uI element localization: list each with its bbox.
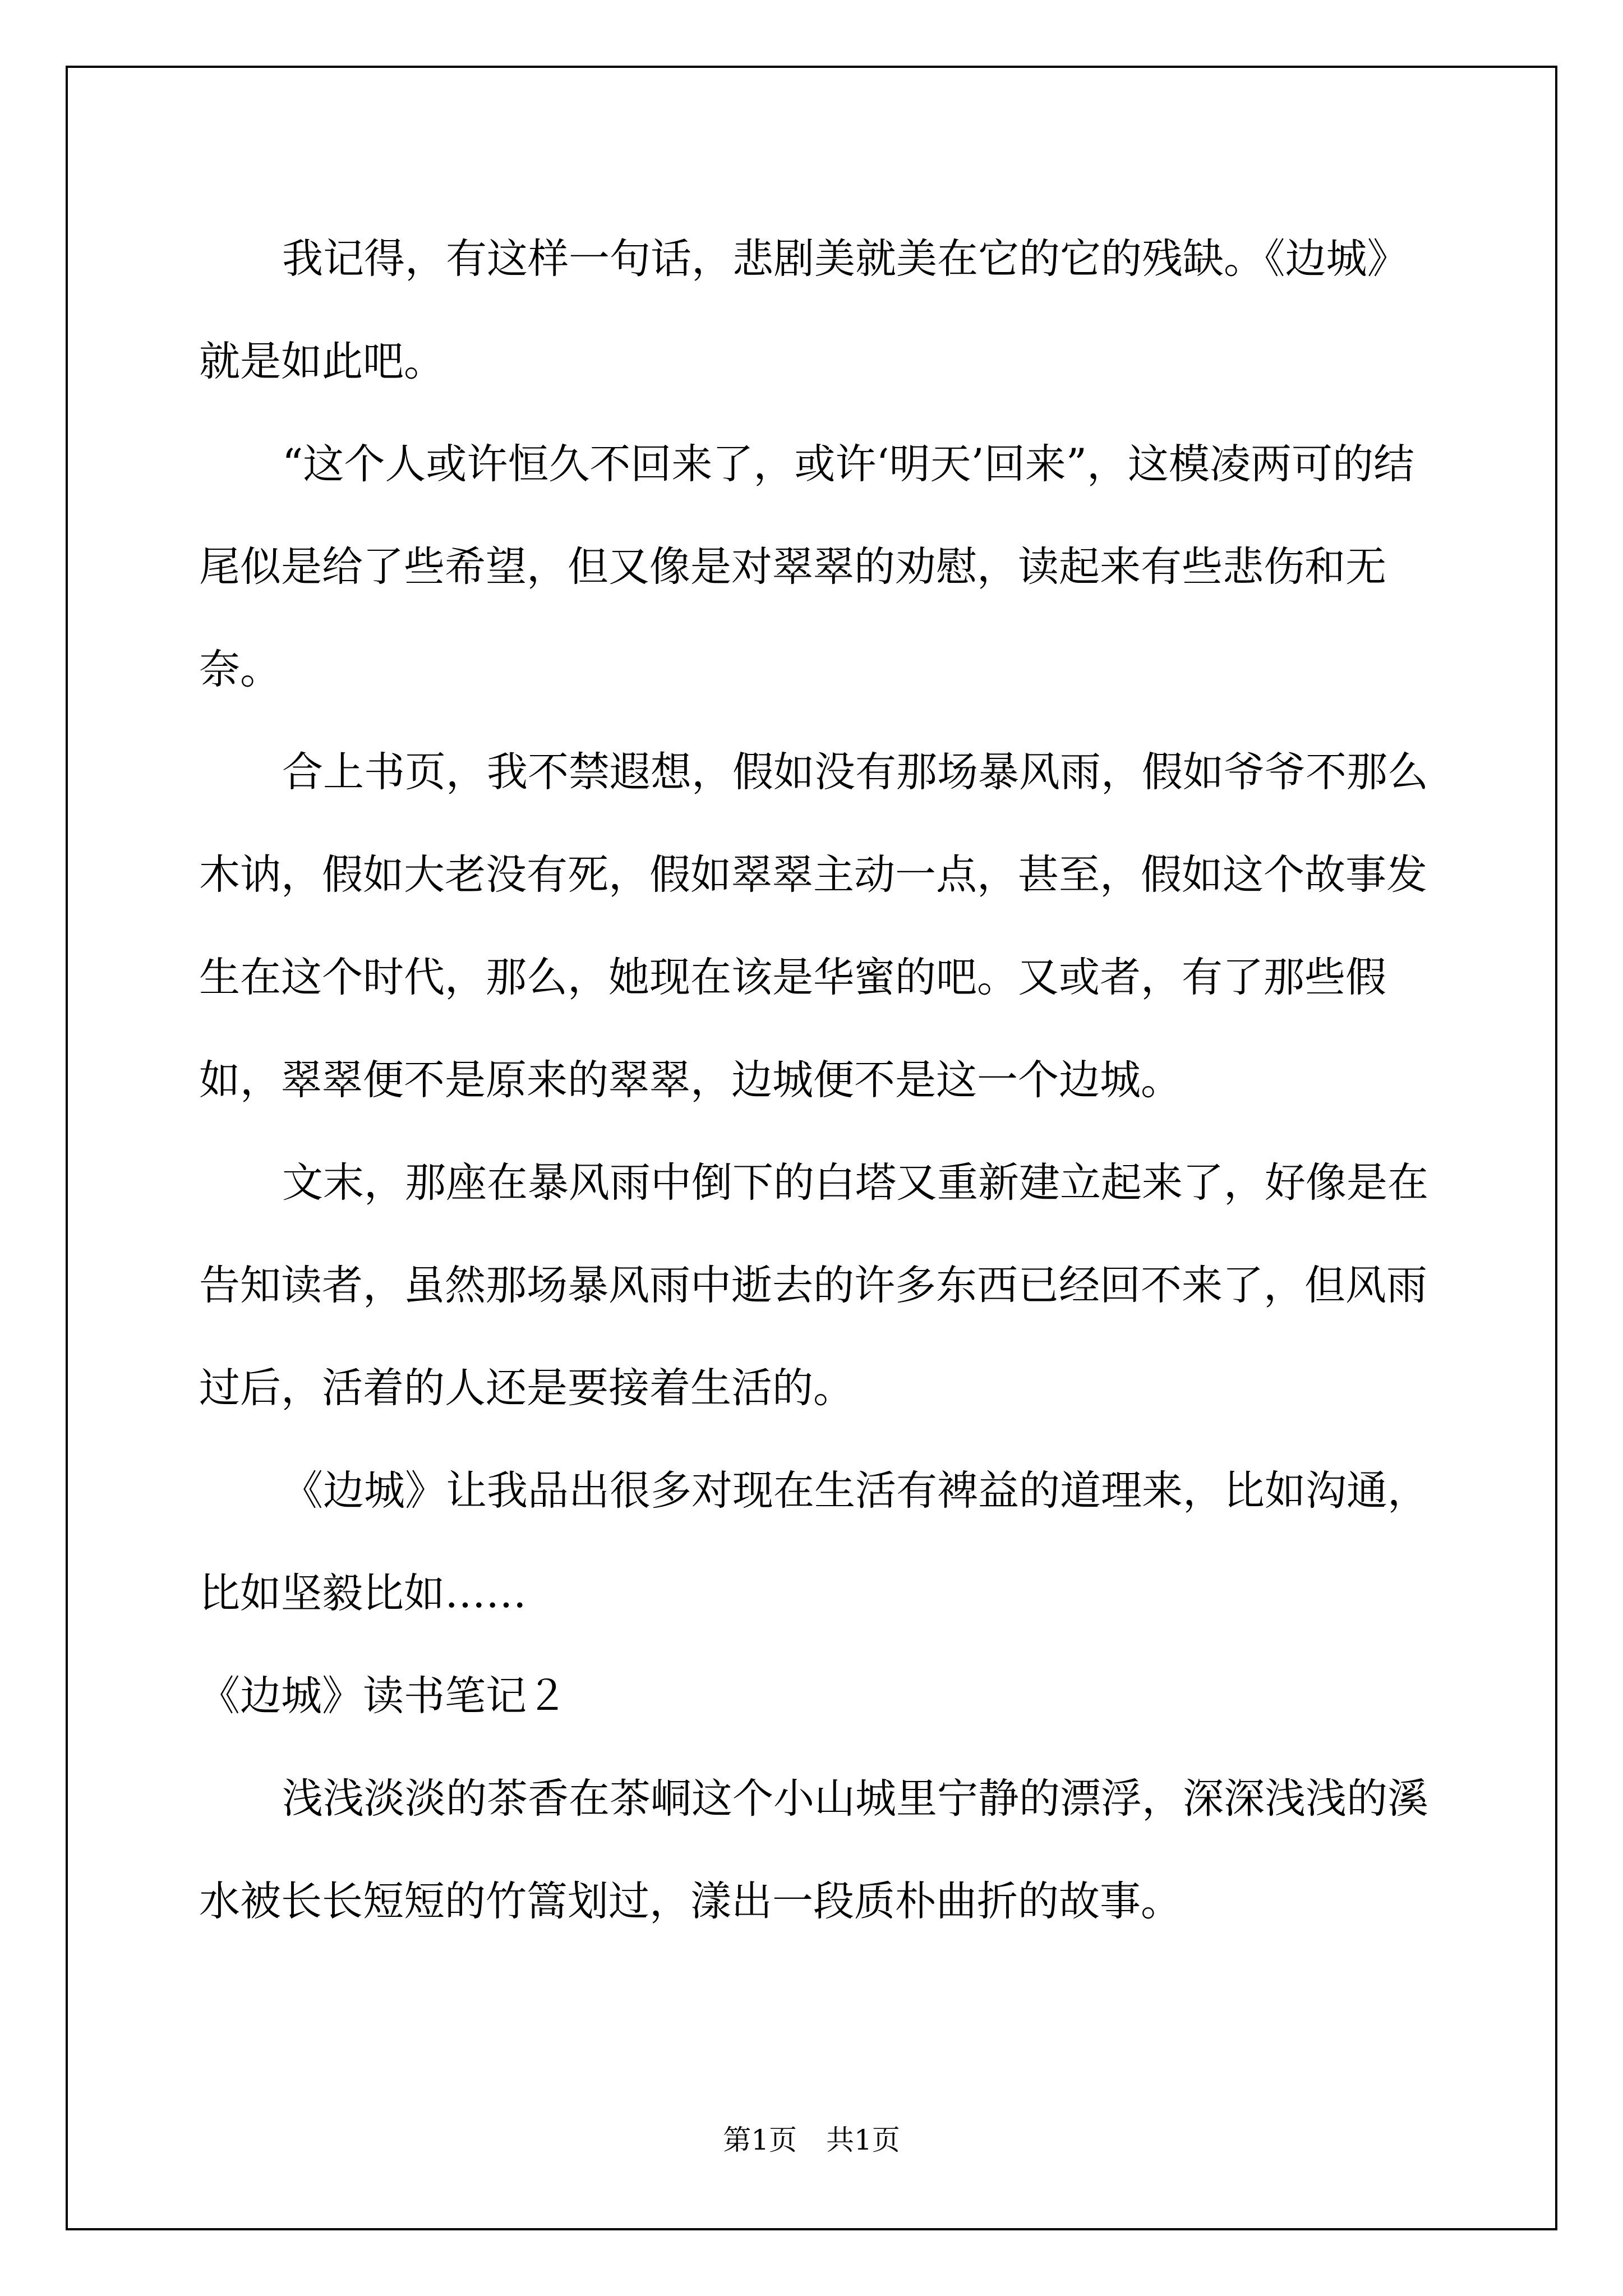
paragraph: 合上书页，我不禁遐想，假如没有那场暴风雨，假如爷爷不那么木讷，假如大老没有死，假如翠翠主动一点，甚至，假如这个故事发生在这个时代，那么，她现在该是华蜜的吧。又或者，有了那些假如，翠翠便不是原来的翠翠，边城便不是这一个边城。	[199, 748, 1428, 1104]
page-total: 共1页	[826, 2124, 900, 2156]
paragraph: “这个人或许恒久不回来了，或许‘明天’回来”，这模凌两可的结尾似是给了些希望，但又像是对翠翠的劝慰，读起来有些悲伤和无奈。	[199, 440, 1415, 693]
paragraph: 我记得，有这样一句话，悲剧美就美在它的它的残缺。《边城》就是如此吧。	[199, 235, 1408, 385]
section-heading: 《边城》读书笔记２	[199, 1672, 568, 1720]
paragraph: 《边城》让我品出很多对现在生活有裨益的道理来，比如沟通，比如坚毅比如……	[199, 1467, 1428, 1617]
paragraph: 浅浅淡淡的茶香在茶峒这个小山城里宁静的漂浮，深深浅浅的溪水被长长短短的竹篙划过，漾出一段质朴曲折的故事。	[199, 1775, 1428, 1925]
paragraph: 文末，那座在暴风雨中倒下的白塔又重新建立起来了，好像是在告知读者，虽然那场暴风雨中逝去的许多东西已经回不来了，但风雨过后，活着的人还是要接着生活的。	[199, 1159, 1428, 1412]
page-number: 第1页	[723, 2124, 797, 2156]
document-body	[199, 208, 1433, 1953]
page-footer	[0, 2123, 1623, 2157]
